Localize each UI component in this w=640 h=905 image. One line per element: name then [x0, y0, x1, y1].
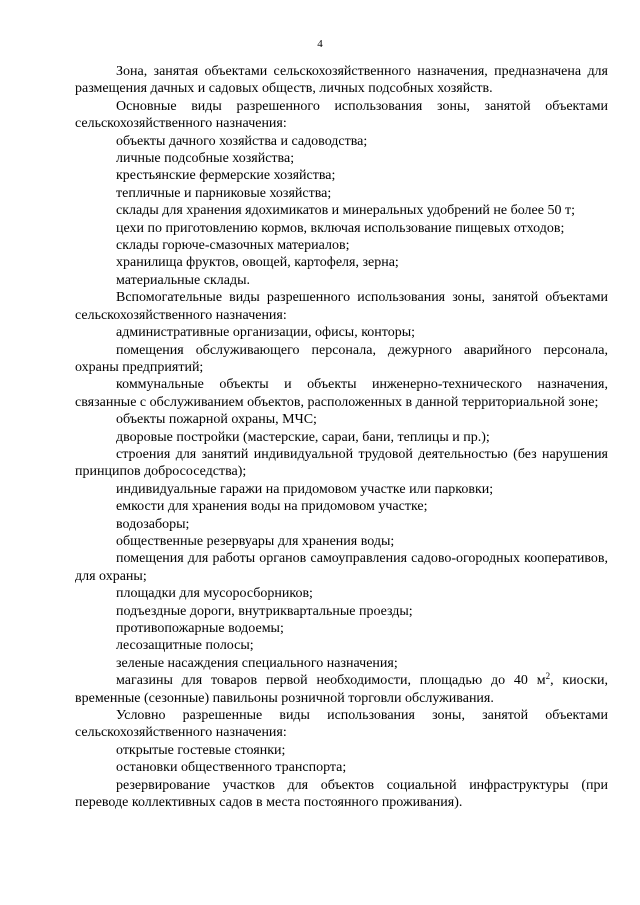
document-body [75, 63, 608, 811]
list-item: резервирование участков для объектов социальной инфраструктуры (при переводе коллективных садов в места постоянного проживания). [75, 777, 608, 811]
list-item: помещения для работы органов самоуправления садово-огородных кооперативов, для охраны; [75, 551, 608, 584]
list-item-shops [75, 672, 608, 707]
list-item: коммунальные объекты и объекты инженерно-технического назначения, связанные с обслуживанием объектов, расположенных в данной территориальной зоне; [75, 377, 608, 410]
list-item: помещения обслуживающего персонала, дежурного аварийного персонала, охраны предприятий; [75, 342, 608, 375]
list-item: дворовые постройки (мастерские, сараи, бани, теплицы и пр.); [116, 429, 490, 445]
paragraph-zone-description: Зона, занятая объектами сельскохозяйственного назначения, предназначена для размещения дачных и садовых обществ, личных подсобных хозяйств. [75, 64, 608, 97]
list-item: подъездные дороги, внутриквартальные проезды; [116, 603, 413, 619]
paragraph-conditional-uses-heading: Условно разрешенные виды использования зоны, занятой объектами сельскохозяйственного назначения: [75, 708, 608, 741]
list-item: тепличные и парниковые хозяйства; [116, 185, 332, 201]
list-item: противопожарные водоемы; [116, 621, 284, 636]
shops-text-before: магазины для товаров первой необходимости, площадью до 40 м [116, 673, 546, 689]
list-item: административные организации, офисы, конторы; [116, 325, 416, 341]
list-item: лесозащитные полосы; [116, 638, 254, 654]
list-item: цехи по приготовлению кормов, включая использование пищевых отходов; [116, 220, 565, 236]
list-item: крестьянские фермерские хозяйства; [116, 168, 336, 184]
list-item: склады горюче-смазочных материалов; [116, 238, 350, 254]
list-item: открытые гостевые стоянки; [116, 742, 286, 758]
area-unit-superscript: 2 [545, 671, 551, 682]
list-item: хранилища фруктов, овощей, картофеля, зерна; [116, 255, 399, 271]
list-item: зеленые насаждения специального назначения; [116, 655, 398, 671]
shops-text-after: , киоски, временные (сезонные) павильоны розничной торговли обслуживания. [75, 673, 609, 706]
list-item: строения для занятий индивидуальной трудовой деятельностью (без нарушения принципов добрососедства); [75, 446, 608, 480]
page-number: 4 [317, 38, 323, 50]
list-item: склады для хранения ядохимикатов и минеральных удобрений не более 50 т; [116, 203, 575, 219]
paragraph-main-uses-heading: Основные виды разрешенного использования зоны, занятой объектами сельскохозяйственного назначения: [75, 98, 608, 132]
list-item: емкости для хранения воды на придомовом участке; [116, 499, 428, 515]
list-item: личные подсобные хозяйства; [116, 151, 295, 167]
list-item: материальные склады. [116, 272, 251, 288]
list-item: остановки общественного транспорта; [116, 760, 347, 776]
paragraph-auxiliary-uses-heading: Вспомогательные виды разрешенного использования зоны, занятой объектами сельскохозяйственного назначения: [75, 290, 608, 323]
list-item: индивидуальные гаражи на придомовом участке или парковки; [116, 481, 494, 497]
list-item: площадки для мусоросборников; [116, 586, 313, 602]
list-item: объекты пожарной охраны, МЧС; [116, 412, 317, 428]
list-item: объекты дачного хозяйства и садоводства; [116, 133, 368, 149]
list-item: водозаборы; [116, 516, 190, 532]
list-item: общественные резервуары для хранения воды; [116, 533, 395, 549]
